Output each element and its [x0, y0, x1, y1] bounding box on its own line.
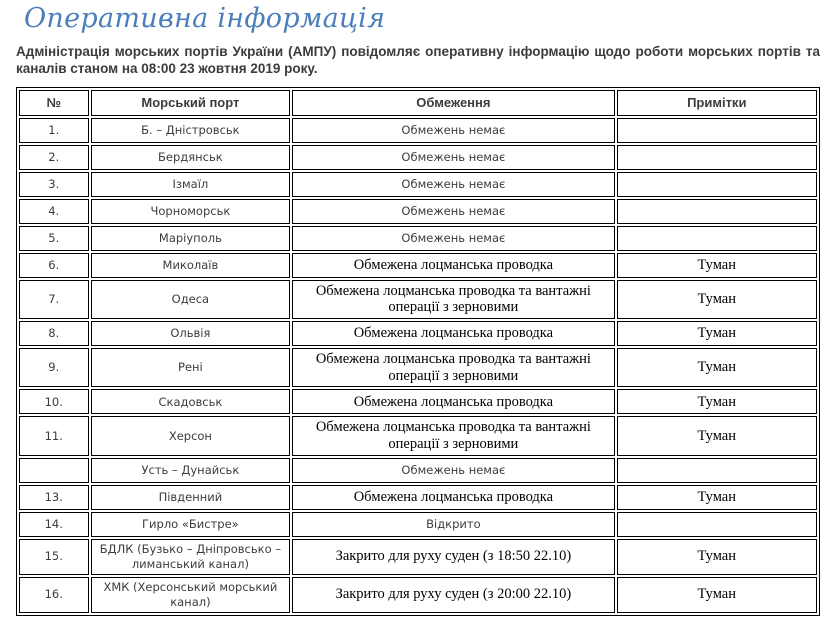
- port-cell: Ольвія: [91, 321, 291, 346]
- note-cell: [617, 172, 818, 197]
- restriction-cell: Відкрито: [292, 512, 614, 537]
- table-row: [19, 253, 817, 278]
- row-number-cell: 5.: [19, 226, 89, 251]
- table-row: [19, 280, 817, 319]
- table-row: [19, 458, 817, 483]
- row-number-cell: 10.: [19, 389, 89, 414]
- restriction-cell: Закрито для руху суден (з 18:50 22.10): [292, 539, 614, 575]
- note-cell: [617, 118, 818, 143]
- restriction-cell: Обмежена лоцманська проводка та вантажні операції з зерновими: [292, 348, 614, 387]
- row-number-cell: [19, 458, 89, 483]
- restriction-cell: Обмежень немає: [292, 172, 614, 197]
- col-header-number: №: [19, 90, 89, 116]
- restriction-cell: Обмежень немає: [292, 226, 614, 251]
- row-number-cell: 9.: [19, 348, 89, 387]
- note-cell: Туман: [617, 539, 818, 575]
- row-number-cell: 3.: [19, 172, 89, 197]
- note-cell: Туман: [617, 577, 818, 613]
- port-cell: Південний: [91, 485, 291, 510]
- row-number-cell: 1.: [19, 118, 89, 143]
- restriction-cell: Обмежена лоцманська проводка: [292, 389, 614, 414]
- port-cell: Скадовськ: [91, 389, 291, 414]
- page-title: Оперативна інформація: [24, 3, 386, 34]
- table-header-row: [19, 90, 817, 116]
- table-row: [19, 145, 817, 170]
- port-cell: ХМК (Херсонський морський канал): [91, 577, 291, 613]
- note-cell: Туман: [617, 280, 818, 319]
- note-cell: [617, 512, 818, 537]
- row-number-cell: 15.: [19, 539, 89, 575]
- port-cell: Рені: [91, 348, 291, 387]
- table-row: [19, 172, 817, 197]
- col-header-notes: Примітки: [617, 90, 818, 116]
- port-cell: Чорноморськ: [91, 199, 291, 224]
- table-row: [19, 199, 817, 224]
- restriction-cell: Обмежень немає: [292, 199, 614, 224]
- restriction-cell: Обмежень немає: [292, 145, 614, 170]
- port-cell: Усть – Дунайськ: [91, 458, 291, 483]
- table-row: [19, 485, 817, 510]
- restriction-cell: Обмежена лоцманська проводка: [292, 253, 614, 278]
- col-header-port: Морський порт: [91, 90, 291, 116]
- note-cell: Туман: [617, 485, 818, 510]
- restriction-cell: Закрито для руху суден (з 20:00 22.10): [292, 577, 614, 613]
- note-cell: [617, 458, 818, 483]
- row-number-cell: 2.: [19, 145, 89, 170]
- port-cell: БДЛК (Бузько – Дніпровсько – лиманський канал): [91, 539, 291, 575]
- port-cell: Бердянськ: [91, 145, 291, 170]
- restriction-cell: Обмежена лоцманська проводка: [292, 485, 614, 510]
- restriction-cell: Обмежена лоцманська проводка та вантажні операції з зерновими: [292, 280, 614, 319]
- port-cell: Одеса: [91, 280, 291, 319]
- ports-table: [16, 87, 820, 616]
- table-body: [19, 118, 817, 613]
- row-number-cell: 16.: [19, 577, 89, 613]
- port-cell: Маріуполь: [91, 226, 291, 251]
- port-cell: Гирло «Бистре»: [91, 512, 291, 537]
- note-cell: Туман: [617, 321, 818, 346]
- table-row: [19, 226, 817, 251]
- note-cell: Туман: [617, 253, 818, 278]
- port-cell: Миколаїв: [91, 253, 291, 278]
- table-row: [19, 118, 817, 143]
- table-row: [19, 539, 817, 575]
- note-cell: [617, 226, 818, 251]
- note-cell: [617, 199, 818, 224]
- table-row: [19, 512, 817, 537]
- row-number-cell: 4.: [19, 199, 89, 224]
- row-number-cell: 8.: [19, 321, 89, 346]
- row-number-cell: 6.: [19, 253, 89, 278]
- table-row: [19, 321, 817, 346]
- row-number-cell: 13.: [19, 485, 89, 510]
- note-cell: Туман: [617, 348, 818, 387]
- note-cell: Туман: [617, 416, 818, 455]
- restriction-cell: Обмежень немає: [292, 458, 614, 483]
- col-header-restriction: Обмеження: [292, 90, 614, 116]
- note-cell: Туман: [617, 389, 818, 414]
- table-row: [19, 389, 817, 414]
- restriction-cell: Обмежень немає: [292, 118, 614, 143]
- row-number-cell: 11.: [19, 416, 89, 455]
- port-cell: Херсон: [91, 416, 291, 455]
- table-row: [19, 416, 817, 455]
- port-cell: Б. – Дністровськ: [91, 118, 291, 143]
- row-number-cell: 7.: [19, 280, 89, 319]
- restriction-cell: Обмежена лоцманська проводка та вантажні операції з зерновими: [292, 416, 614, 455]
- table-row: [19, 577, 817, 613]
- port-cell: Ізмаїл: [91, 172, 291, 197]
- note-cell: [617, 145, 818, 170]
- table-row: [19, 348, 817, 387]
- row-number-cell: 14.: [19, 512, 89, 537]
- intro-paragraph: Адміністрація морських портів України (АМПУ) повідомляє оперативну інформацію щодо роботи морських портів та каналів станом на 08:00 23 жовтня 2019 року.: [16, 43, 820, 77]
- restriction-cell: Обмежена лоцманська проводка: [292, 321, 614, 346]
